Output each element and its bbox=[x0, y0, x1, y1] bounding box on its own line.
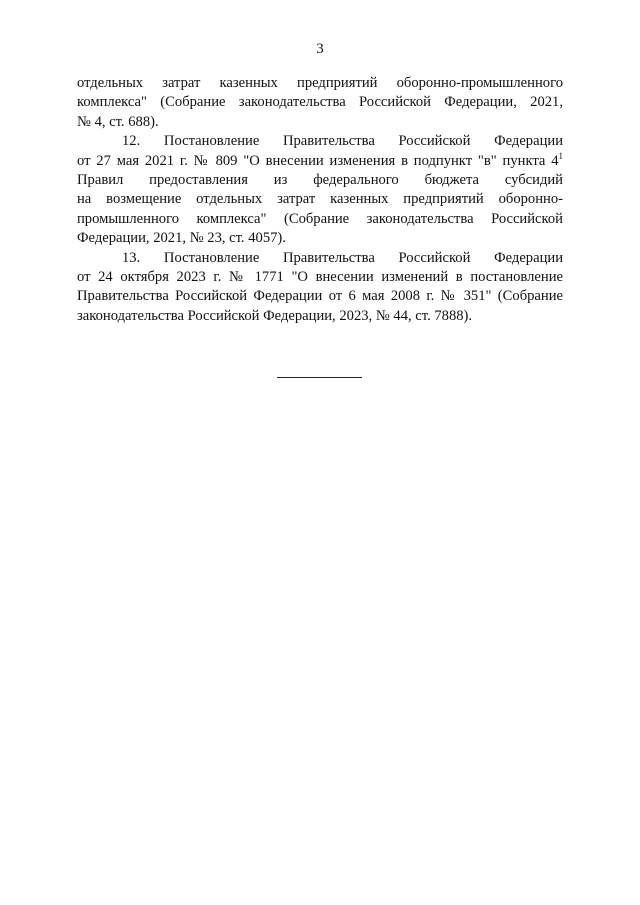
text-line: от 24 октября 2023 г. № 1771 "О внесении изменений в постановление bbox=[77, 269, 563, 286]
paragraph-item-12 bbox=[77, 132, 563, 248]
text-line: от 27 мая 2021 г. № 809 "О внесении изменения в подпункт "в" пункта 4 bbox=[77, 152, 559, 169]
text-line: отдельных затрат казенных предприятий оборонно-промышленного bbox=[77, 75, 563, 91]
text-line: комплекса" (Собрание законодательства Российской Федерации, 2021, bbox=[77, 94, 563, 111]
text-line: 13. Постановление Правительства Российской Федерации bbox=[122, 249, 563, 266]
text-line: на возмещение отдельных затрат казенных предприятий оборонно- bbox=[77, 191, 563, 208]
paragraph-item-11-continuation bbox=[77, 74, 563, 132]
text-line: Федерации, 2021, № 23, ст. 4057). bbox=[77, 230, 286, 247]
superscript-mark: 1 bbox=[558, 150, 563, 161]
text-line: 12. Постановление Правительства Российской Федерации bbox=[122, 133, 563, 150]
text-line: Правительства Российской Федерации от 6 мая 2008 г. № 351" (Собрание bbox=[77, 288, 563, 305]
text-line: № 4, ст. 688). bbox=[77, 113, 159, 130]
text-line: законодательства Российской Федерации, 2023, № 44, ст. 7888). bbox=[77, 307, 473, 324]
paragraph-item-13 bbox=[77, 249, 563, 327]
text-line: Правил предоставления из федерального бюджета субсидий bbox=[77, 172, 563, 189]
text-line-with-superscript bbox=[77, 152, 563, 171]
page-number: 3 bbox=[316, 41, 324, 57]
text-line: промышленного комплекса" (Собрание законодательства Российской bbox=[77, 210, 563, 227]
end-of-document-rule bbox=[277, 377, 362, 378]
document-body bbox=[77, 74, 563, 326]
